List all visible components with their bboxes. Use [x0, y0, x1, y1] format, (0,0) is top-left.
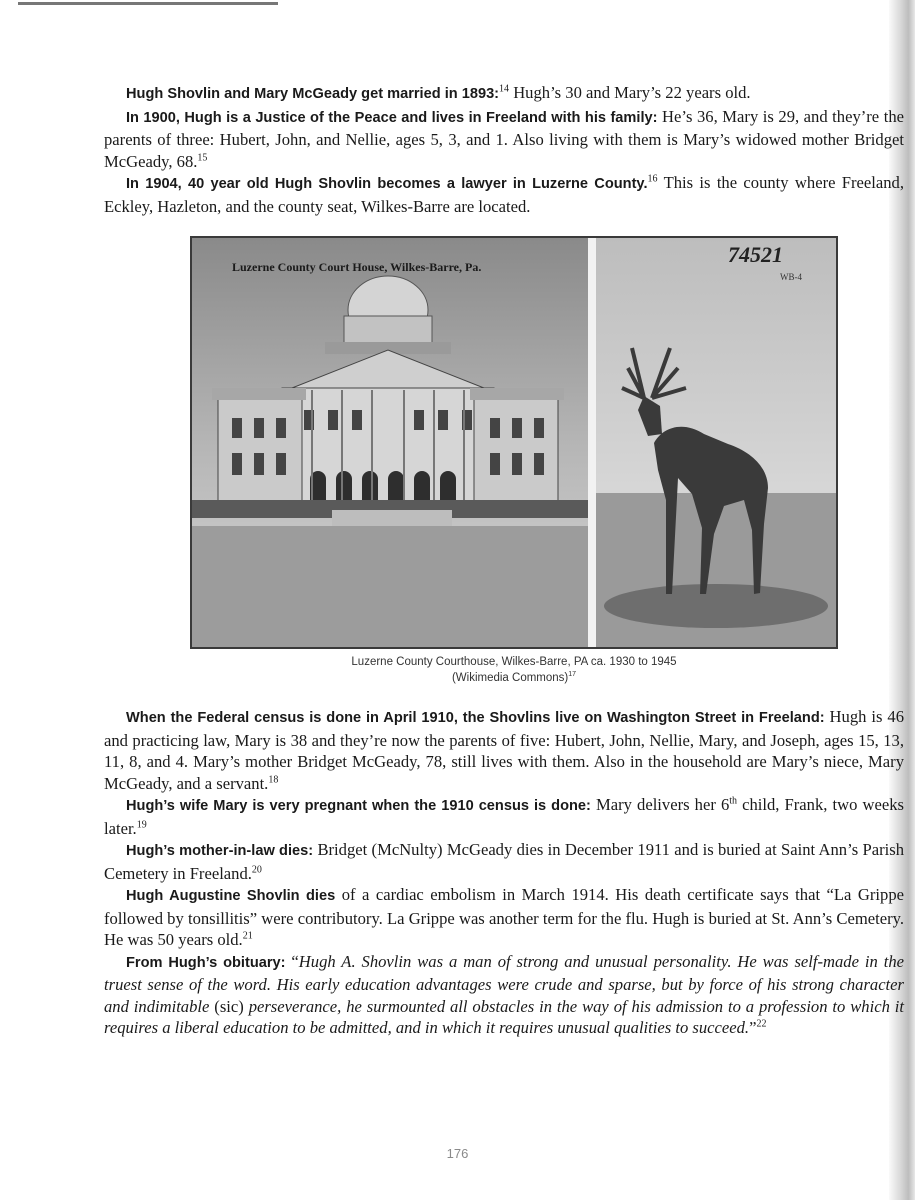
- entrance-steps: [332, 510, 452, 526]
- paragraph-1910-census: When the Federal census is done in April 1910, the Shovlins live on Washington Street in Freeland: Hugh is 46 and practicing law, Mary is 38 and they’re now the parents of five: Hubert, John, Nellie, Mary, and Joseph, ages 15, 13, 11, 8, and 4. Mary’s mother Bridget McGeady, 78, still lives with them. Also in the household are Mary’s niece, Mary McGeady, and a servant.$^{18}$: [104, 707, 904, 793]
- paragraph-obituary: From Hugh’s obituary: “Hugh A. Shovlin was a man of strong and unusual personality. He was self-made in the truest sense of the word. His early education advantages were crude and sparse, but by force of his strong character and indimitable (sic) perseverance, he surmounted all obstacles in the way of his admission to a profession to which it requires a liberal education to be admitted, and in which it requires unusual qualities to succeed.”$^{22}$: [104, 951, 904, 1037]
- top-edge-line: [18, 2, 278, 5]
- photo-caption: [190, 654, 838, 686]
- intro-text-block: [104, 82, 904, 217]
- postcard-title: Luzerne County Court House, Wilkes-Barre, Pa.: [232, 260, 482, 274]
- main-text-block: [104, 706, 904, 1039]
- paragraph-pregnancy: Hugh’s wife Mary is very pregnant when the 1910 census is done: Mary delivers her 6th child, Frank, two weeks later.$^{19}$: [104, 795, 904, 838]
- courthouse-postcard-photo: [190, 236, 838, 649]
- paragraph-death: Hugh Augustine Shovlin dies of a cardiac embolism in March 1914. His death certificate says that “La Grippe followed by tonsillitis” were contributory. La Grippe was another term for the flu. Hugh is buried at St. Ann’s Cemetery. He was 50 years old.$^{21}$: [104, 885, 905, 949]
- paragraph-mother-in-law: Hugh’s mother-in-law dies: Bridget (McNulty) McGeady dies in December 1911 and is buried at Saint Ann’s Parish Cemetery in Freeland.$^{20}$: [104, 840, 904, 883]
- page-number: 176: [446, 1146, 469, 1161]
- caption-line-1: Luzerne County Courthouse, Wilkes-Barre, PA ca. 1930 to 1945: [351, 656, 677, 668]
- panel-divider: [588, 238, 596, 647]
- stamp-code: WB-4: [780, 272, 802, 282]
- paragraph-1900: In 1900, Hugh is a Justice of the Peace and lives in Freeland with his family: He’s 36, Mary is 29, and they’re the parents of three: Hubert, John, and Nellie, ages 5, 3, and 1. Also living with them is Mary’s widowed mother Bridget McGeady, 68.15: [104, 106, 904, 171]
- paragraph-marriage: Hugh Shovlin and Mary McGeady get married in 1893:$^{14}$ Hugh’s 30 and Mary’s 22 years old.: [126, 83, 751, 102]
- postcard-image: [192, 238, 836, 647]
- paragraph-1904: In 1904, 40 year old Hugh Shovlin becomes a lawyer in Luzerne County.$^{16}$ This is the county where Freeland, Eckley, Hazleton, and the county seat, Wilkes-Barre are located.: [104, 173, 905, 216]
- foreground-street: [192, 526, 588, 647]
- caption-line-2: (Wikimedia Commons)$^{17}$: [451, 671, 577, 684]
- handwritten-number: 74521: [728, 242, 783, 267]
